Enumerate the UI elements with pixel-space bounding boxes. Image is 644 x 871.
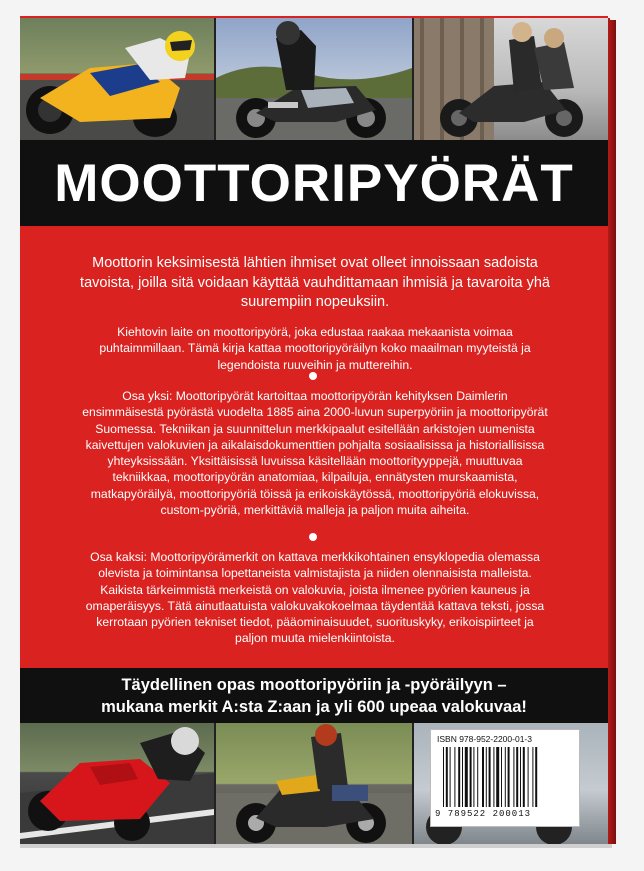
book-title: MOOTTORIPYÖRÄT <box>54 153 574 213</box>
description-paragraph-1: Kiehtovin laite on moottoripyörä, joka edustaa raakaa mekaanista voimaa puhtaimmillaan. Tämä kirja kattaa moottoripyöräilyn koko maailman myyteistä ja legendoista ruuveihin ja muttereihin. <box>99 325 531 372</box>
intro-text: Moottorin keksimisestä lähtien ihmiset ovat olleet innoissaan sadoista tavoista, joilla sitä voidaan käyttää vauhdittamaan ihmisiä ja tavaroita yhä suurempiin nopeuksiin. <box>80 255 550 310</box>
photo-vintage-motorcycle <box>412 18 608 140</box>
book-spine-edge <box>608 20 616 844</box>
isbn-text: ISBN 978-952-2200-01-3 <box>437 734 532 744</box>
description-area <box>20 226 608 670</box>
title-band <box>20 140 608 226</box>
barcode-label <box>430 729 580 827</box>
barcode-bars <box>443 747 567 807</box>
book-bottom-edge <box>20 844 612 848</box>
description-paragraph-2: Osa yksi: Moottoripyörät kartoittaa moottoripyörän kehityksen Daimlerin ensimmäisestä pyörästä vuodelta 1885 aina 2000-luvun superpyöriin ja moottoripyörät Suomessa. Tekniikan ja suunnittelun merkkipaalut esitellään arkistojen uumenista kaivettujen valokuvien ja aikalaisdokumenttien pohjalta sosiaalisissa ja historiallisissa yhteyksissään. Yksittäisissä luvuissa käsitellään moottorityyppejä, muuttuvaa tekniikkaa, moottoripyörän anatomiaa, kilpailuja, ennätysten murskaamista, matkapyöräilyä, moottoripyöriä töissä ja erikoiskäytössä, moottoripyöriä elokuvissa, custom-pyöriä, merkittäviä malleja ja paljon muita aiheita. <box>82 389 548 518</box>
photo-cruiser-motorcycle <box>214 18 412 140</box>
photo-racing-motorcycle <box>20 18 214 140</box>
tagline-band <box>20 668 608 724</box>
bottom-photo-strip <box>20 723 608 844</box>
top-photo-strip <box>20 18 608 140</box>
tagline-line-2: mukana merkit A:sta Z:aan ja yli 600 upeaa valokuvaa! <box>101 698 527 716</box>
tagline-line-1: Täydellinen opas moottoripyöriin ja -pyöräilyyn – <box>121 676 507 694</box>
photo-custom-cruiser <box>214 723 412 844</box>
photo-sport-bike-leaning <box>20 723 214 844</box>
book-back-cover <box>20 16 608 844</box>
photo-motorcycle-partial <box>412 723 608 844</box>
description-paragraph-3: Osa kaksi: Moottoripyörämerkit on kattava merkkikohtainen ensyklopedia olemassa olevista ja toimintansa lopettaneista valmistajista ja niiden olennaisista malleista. Kaikista tärkeimmistä merkeistä on valokuvia, joista ilmenee pyörien kauneus ja omaperäisyys. Tätä ainutlaatuista valokuvakokoelmaa täydentää kattava teksti, jossa kerrotaan pyörien tekniset tiedot, pääominaisuudet, suorituskyky, erikoispiirteet ja paljon muuta mielenkiintoista. <box>85 550 545 646</box>
barcode-digits: 9 789522 200013 <box>435 809 532 819</box>
bullet-separator-2 <box>309 533 317 541</box>
bullet-separator-1 <box>309 372 317 380</box>
